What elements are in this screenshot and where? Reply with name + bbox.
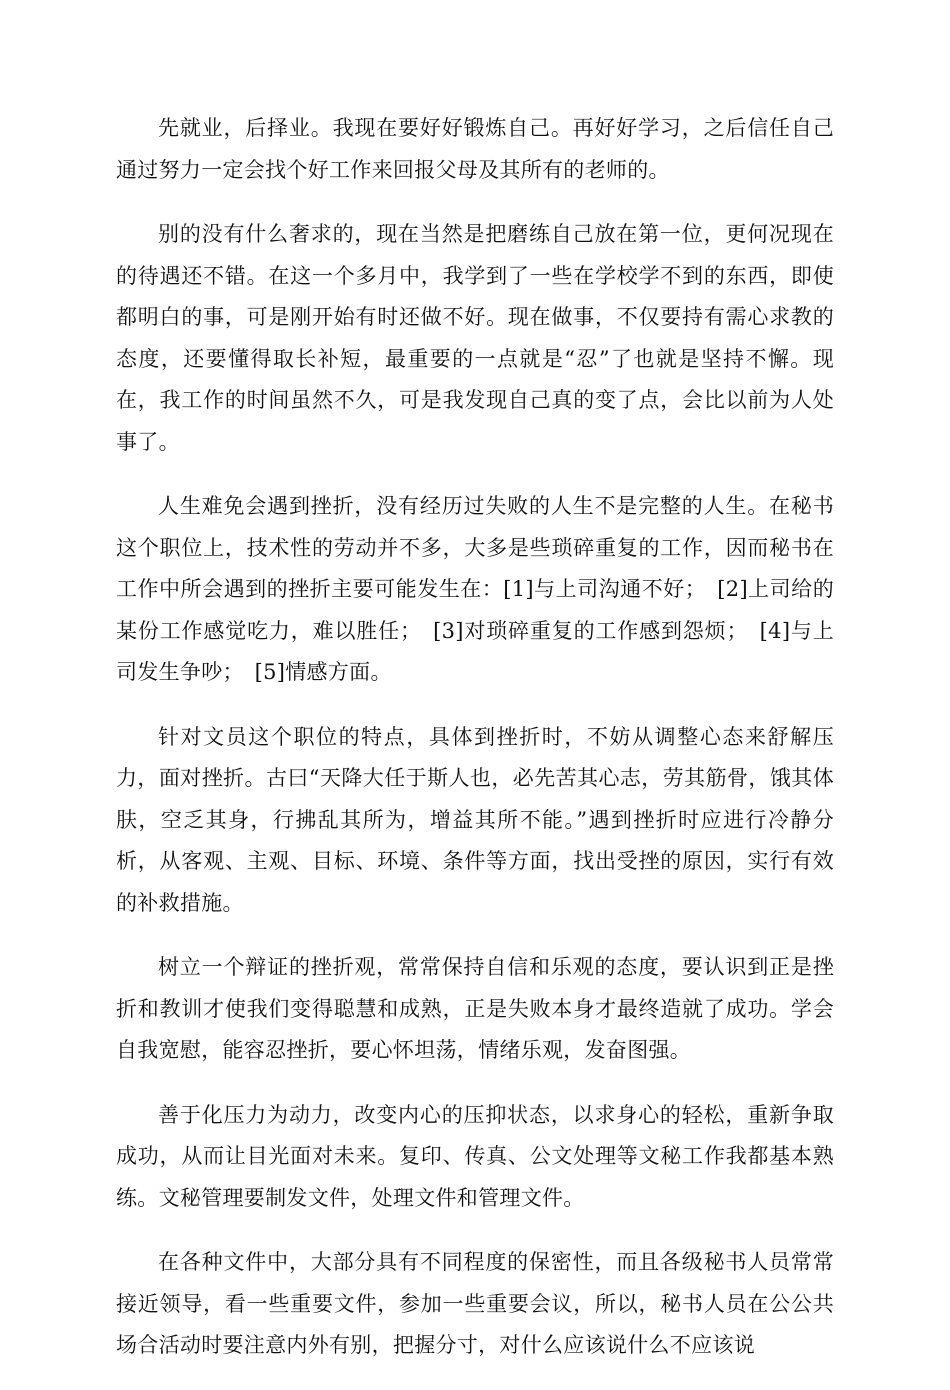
paragraph-4: 针对文员这个职位的特点，具体到挫折时，不妨从调整心态来舒解压力，面对挫折。古曰“天降大任于斯人也，必先苦其心志，劳其筋骨，饿其体肤，空乏其身，行拂乱其所为，增益其所不能。”遇到挫折时应进行冷静分析，从客观、主观、目标、环境、条件等方面，找出受挫的原因，实行有效的补救措施。 bbox=[116, 724, 834, 915]
paragraph-1: 先就业，后择业。我现在要好好锻炼自己。再好好学习，之后信任自己通过努力一定会找个好工作来回报父母及其所有的老师的。 bbox=[116, 116, 834, 182]
paragraph-5: 树立一个辩证的挫折观，常常保持自信和乐观的态度，要认识到正是挫折和教训才使我们变得聪慧和成熟，正是失败本身才最终造就了成功。学会自我宽慰，能容忍挫折，要心怀坦荡，情绪乐观，发奋图强。 bbox=[116, 955, 834, 1062]
paragraph-6: 善于化压力为动力，改变内心的压抑状态，以求身心的轻松，重新争取成功，从而让目光面对未来。复印、传真、公文处理等文秘工作我都基本熟练。文秘管理要制发文件，处理文件和管理文件。 bbox=[116, 1102, 834, 1210]
paragraph-2: 别的没有什么奢求的，现在当然是把磨练自己放在第一位，更何况现在的待遇还不错。在这一个多月中，我学到了一些在学校学不到的东西，即使都明白的事，可是刚开始有时还做不好。现在做事，不仅要持有需心求教的态度，还要懂得取长补短，最重要的一点就是“忍”了也就是坚持不懈。现在，我工作的时间虽然不久，可是我发现自己真的变了点，会比以前为人处事了。 bbox=[116, 222, 834, 454]
document-body bbox=[116, 108, 834, 1390]
paragraph-7: 在各种文件中，大部分具有不同程度的保密性，而且各级秘书人员常常接近领导，看一些重要文件，参加一些重要会议，所以，秘书人员在公公共场合活动时要注意内外有别，把握分寸，对什么应该说什么不应该说 bbox=[116, 1250, 834, 1357]
paragraph-3: 人生难免会遇到挫折，没有经历过失败的人生不是完整的人生。在秘书这个职位上，技术性的劳动并不多，大多是些琐碎重复的工作，因而秘书在工作中所会遇到的挫折主要可能发生在：[1]与上司沟通不好； [2]上司给的某份工作感觉吃力，难以胜任； [3]对琐碎重复的工作感到怨烦； [4]与上司发生争吵； [5]情感方面。 bbox=[116, 494, 834, 684]
